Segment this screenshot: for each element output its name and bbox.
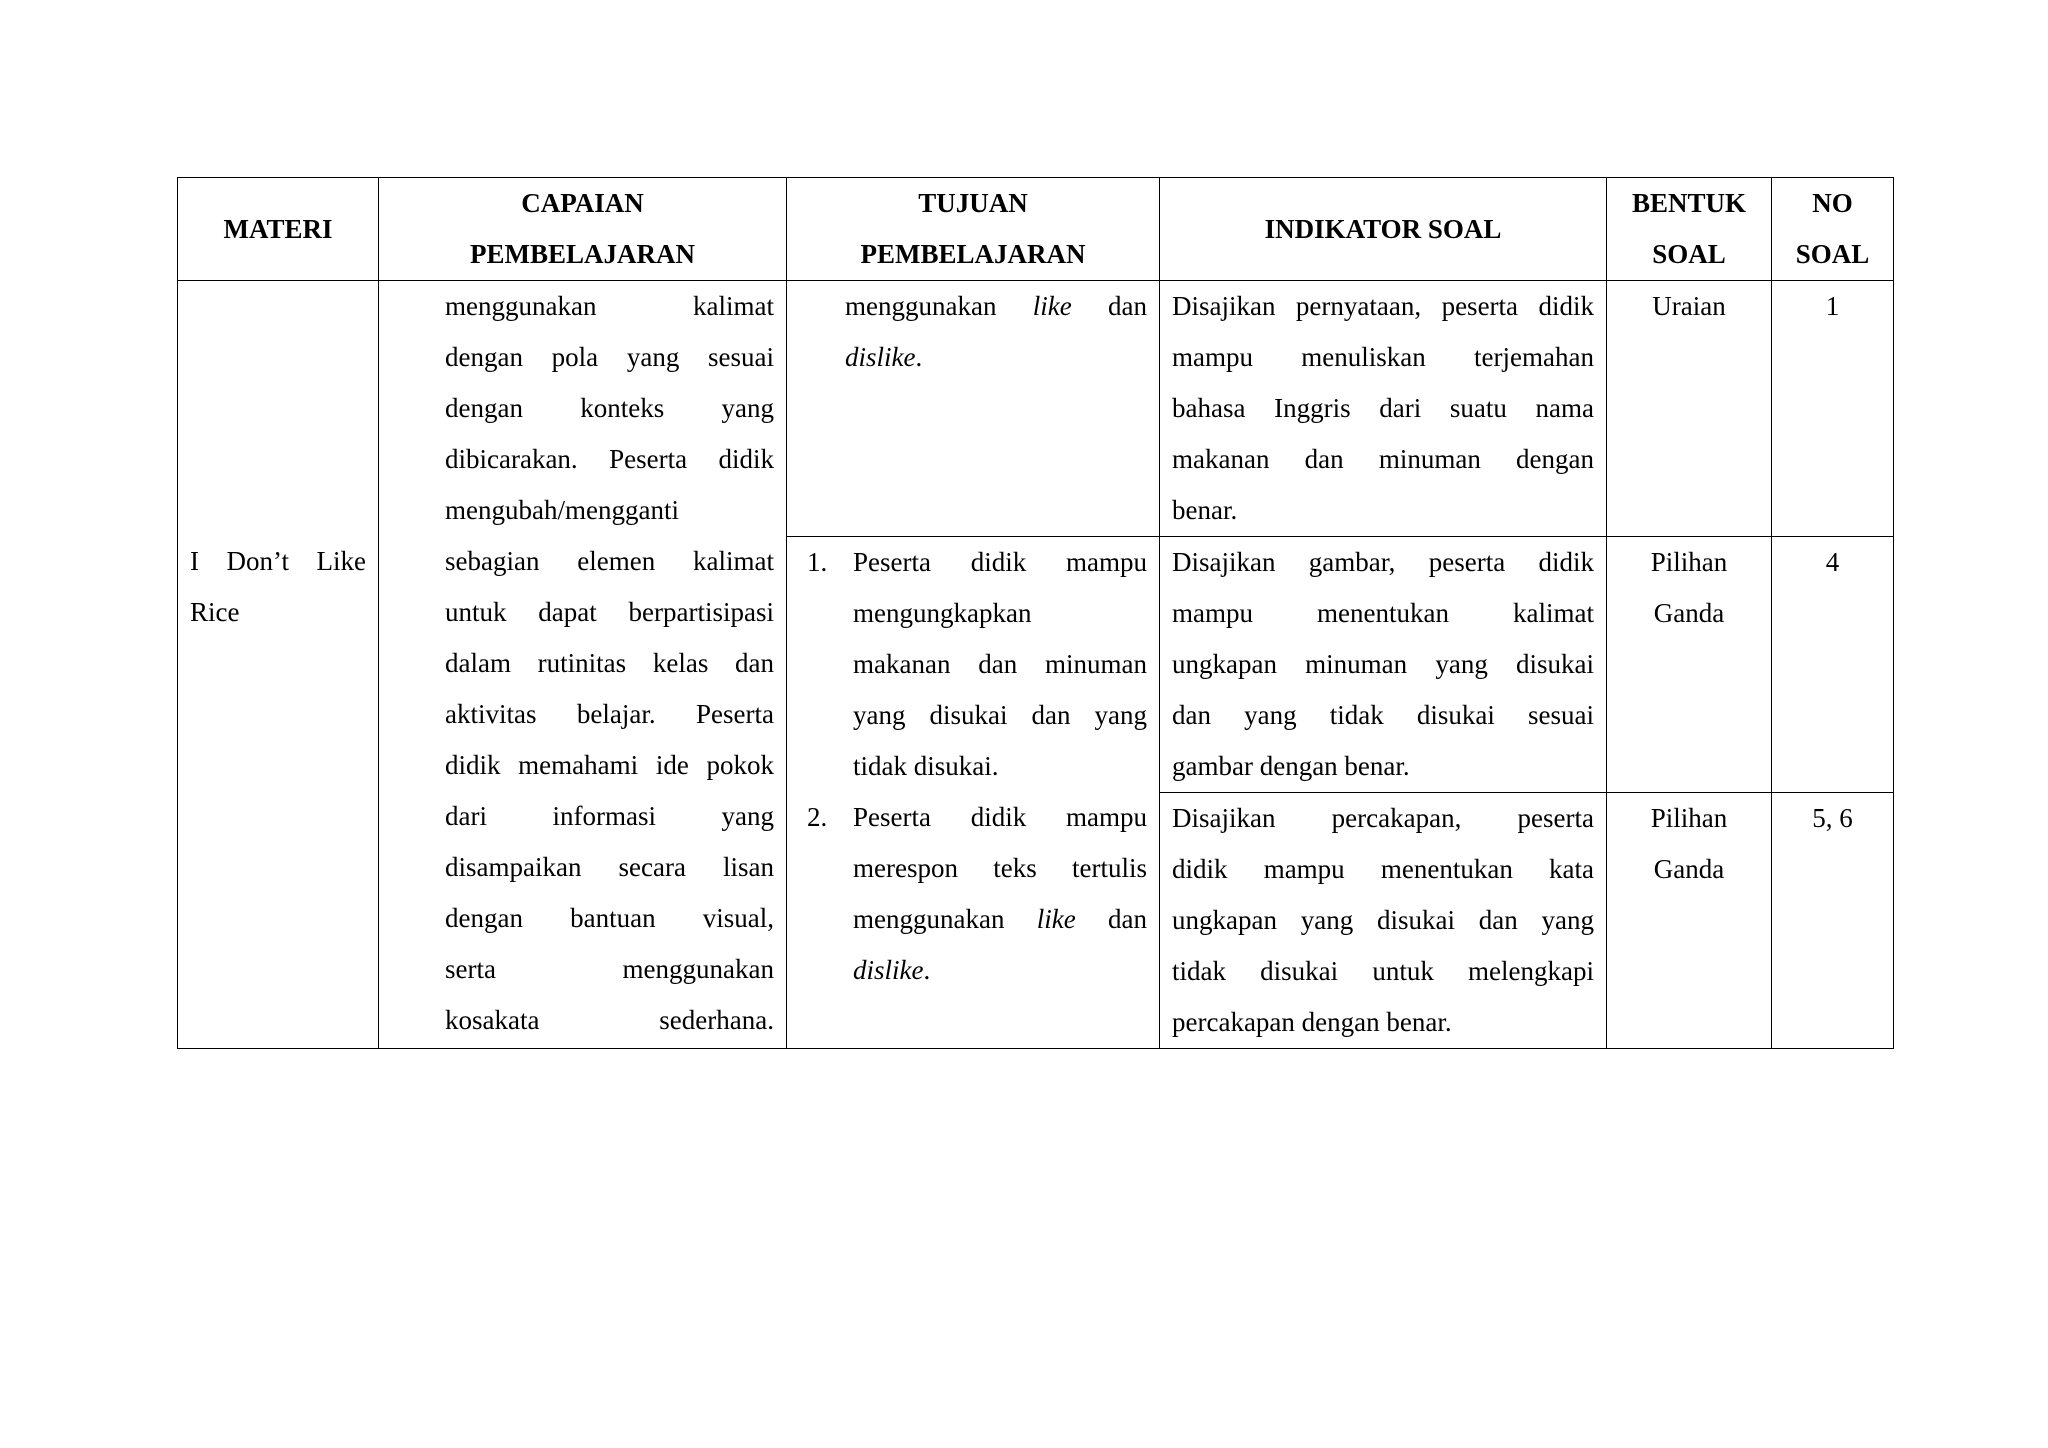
header-indikator-label: INDIKATOR SOAL [1264,213,1502,244]
indikator-cell-1 [1160,281,1607,537]
list-item-text [853,537,1147,792]
header-bentuk-line1: BENTUK [1631,188,1747,218]
indikator-line: mampu menentukan kalimat [1172,598,1594,628]
list-item-line: tidak disukai. [853,751,999,781]
no-value: 1 [1825,291,1840,321]
indikator-line: benar. [1172,495,1238,525]
list-item-line: merespon teks tertulis [853,853,1147,883]
capaian-line: dengan pola yang sesuai [445,342,774,372]
tujuan-top-line1 [845,281,1147,332]
indikator-line: Disajikan percakapan, peserta [1172,803,1594,833]
list-item-dislike: dislike [853,955,924,985]
capaian-line: dalam rutinitas kelas dan [445,648,774,678]
no-cell-1 [1772,281,1894,537]
tujuan-cell-top [787,281,1160,537]
table-header-row [178,178,1894,281]
assessment-grid-table [177,177,1894,1049]
bentuk-cell-1 [1607,281,1772,537]
list-item-word: menggunakan [853,904,1005,934]
tujuan-top-line2 [845,332,1147,383]
indikator-line: gambar dengan benar. [1172,751,1410,781]
list-item-dan: dan [1108,904,1148,934]
capaian-line: dibicarakan. Peserta didik [445,444,774,474]
indikator-line: dan yang tidak disukai sesuai [1172,700,1594,730]
indikator-line: ungkapan minuman yang disukai [1172,649,1594,679]
bentuk-value-line1: Pilihan [1650,547,1728,577]
header-no-line2: SOAL [1795,239,1870,269]
list-item [807,792,1147,996]
header-materi [178,178,379,281]
no-cell-2 [1772,537,1894,793]
capaian-line: mengubah/mengganti [445,495,679,525]
capaian-line: menggunakan kalimat [445,291,774,321]
bentuk-value-line1: Pilihan [1650,803,1728,833]
tujuan-top-dislike: dislike [845,342,916,372]
header-materi-label: MATERI [223,213,333,244]
list-item-line: makanan dan minuman [853,649,1147,679]
table-row [178,281,1894,537]
capaian-line: aktivitas belajar. Peserta [445,699,774,729]
materi-line2: Rice [190,597,240,627]
list-item-line: mengungkapkan [853,598,1032,628]
header-no [1772,178,1894,281]
header-capaian [379,178,787,281]
list-item-like: like [1036,904,1076,934]
tujuan-top-period: . [915,342,923,372]
no-value: 5, 6 [1812,803,1853,833]
bentuk-value-line2: Ganda [1653,598,1725,628]
indikator-line: bahasa Inggris dari suatu nama [1172,393,1594,423]
indikator-line: mampu menuliskan terjemahan [1172,342,1594,372]
capaian-line: dengan konteks yang [445,393,774,423]
capaian-line: dari informasi yang [445,801,774,831]
capaian-line: sebagian elemen kalimat [445,546,774,576]
materi-line1: I Don’t Like [190,546,366,576]
bentuk-value: Uraian [1652,291,1726,321]
capaian-line: kosakata sederhana. [445,1005,774,1035]
capaian-cell [379,281,787,1049]
indikator-line: ungkapan yang disukai dan yang [1172,905,1594,935]
list-item [807,537,1147,792]
header-tujuan-line2: PEMBELAJARAN [860,239,1086,269]
no-value: 4 [1825,547,1840,577]
header-bentuk [1607,178,1772,281]
list-item-line: yang disukai dan yang [853,700,1147,730]
header-tujuan-line1: TUJUAN [918,188,1028,218]
tujuan-top-like: like [1032,291,1072,321]
capaian-line: disampaikan secara lisan [445,852,774,882]
indikator-line: makanan dan minuman dengan [1172,444,1594,474]
bentuk-cell-2 [1607,537,1772,793]
capaian-line: dengan bantuan visual, [445,903,774,933]
header-no-line1: NO [1812,188,1853,218]
header-tujuan [787,178,1160,281]
header-indikator [1160,178,1607,281]
header-bentuk-line2: SOAL [1652,239,1726,269]
capaian-line: untuk dapat berpartisipasi [445,597,774,627]
list-item-line: Peserta didik mampu [853,802,1147,832]
capaian-line: didik memahami ide pokok [445,750,774,780]
list-item-line [853,945,1147,996]
header-capaian-line2: PEMBELAJARAN [469,239,695,269]
indikator-line: tidak disukai untuk melengkapi [1172,956,1594,986]
capaian-line: serta menggunakan [445,954,774,984]
list-item-period: . [923,955,931,985]
indikator-line: Disajikan gambar, peserta didik [1172,547,1594,577]
list-item-number: 1. [807,547,828,577]
materi-cell [178,281,379,1049]
indikator-line: Disajikan pernyataan, peserta didik [1172,291,1594,321]
bentuk-value-line2: Ganda [1653,854,1725,884]
tujuan-objective-list [807,537,1147,996]
list-item-line [853,894,1147,945]
indikator-line: didik mampu menentukan kata [1172,854,1594,884]
indikator-cell-3 [1160,793,1607,1049]
indikator-line: percakapan dengan benar. [1172,1007,1452,1037]
indikator-cell-2 [1160,537,1607,793]
list-item-text [853,792,1147,996]
no-cell-3 [1772,793,1894,1049]
bentuk-cell-3 [1607,793,1772,1049]
tujuan-top-dan: dan [1108,291,1148,321]
header-capaian-line1: CAPAIAN [521,188,644,218]
list-item-line: Peserta didik mampu [853,547,1147,577]
tujuan-top-word: menggunakan [845,291,997,321]
list-item-number: 2. [807,802,828,832]
tujuan-cell-list [787,537,1160,1049]
